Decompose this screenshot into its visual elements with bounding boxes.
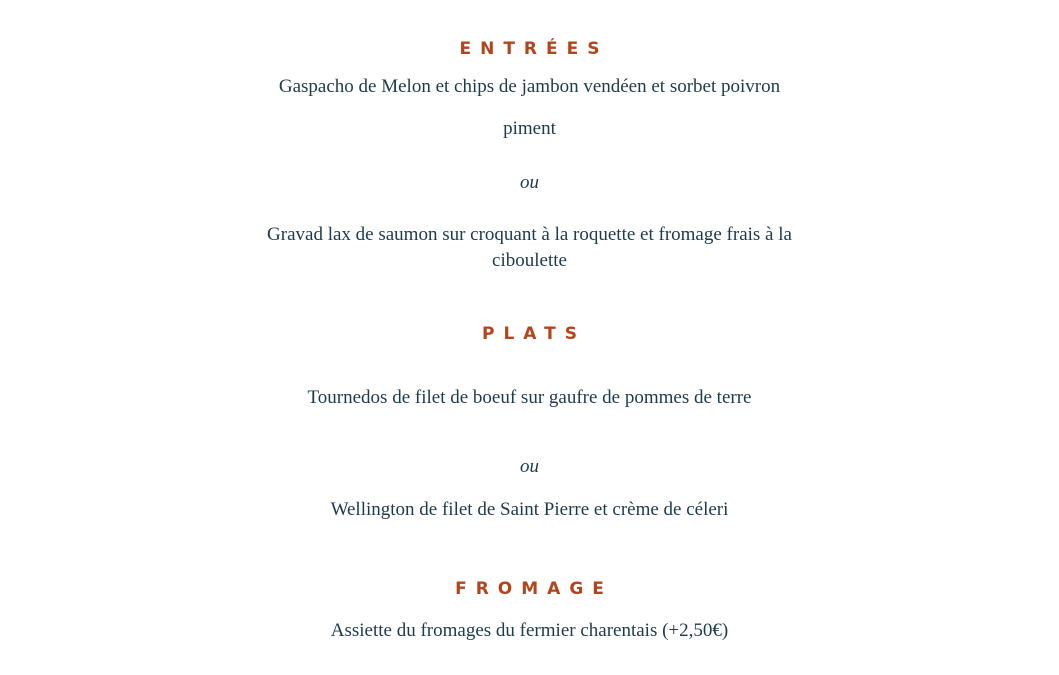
plat-dish-1: Tournedos de filet de boeuf sur gaufre de pommes de terre xyxy=(307,387,752,408)
entree-dish-2-line-1: Gravad lax de saumon sur croquant à la roquette et fromage frais à la xyxy=(267,224,792,245)
plat-separator-ou: ou xyxy=(520,456,539,477)
entree-separator-ou: ou xyxy=(520,172,539,193)
entree-dish-1-line-2: piment xyxy=(503,118,556,139)
entree-dish-2-line-2: ciboulette xyxy=(492,250,567,271)
section-title-plats: PLATS xyxy=(482,324,586,344)
section-title-fromage: FROMAGE xyxy=(455,579,613,599)
entree-dish-1-line-1: Gaspacho de Melon et chips de jambon vendéen et sorbet poivron xyxy=(278,76,781,97)
plat-dish-2: Wellington de filet de Saint Pierre et crème de céleri xyxy=(330,499,729,520)
fromage-dish-1: Assiette du fromages du fermier charentais (+2,50€) xyxy=(330,620,729,641)
section-title-entrees: ENTRÉES xyxy=(459,39,609,59)
